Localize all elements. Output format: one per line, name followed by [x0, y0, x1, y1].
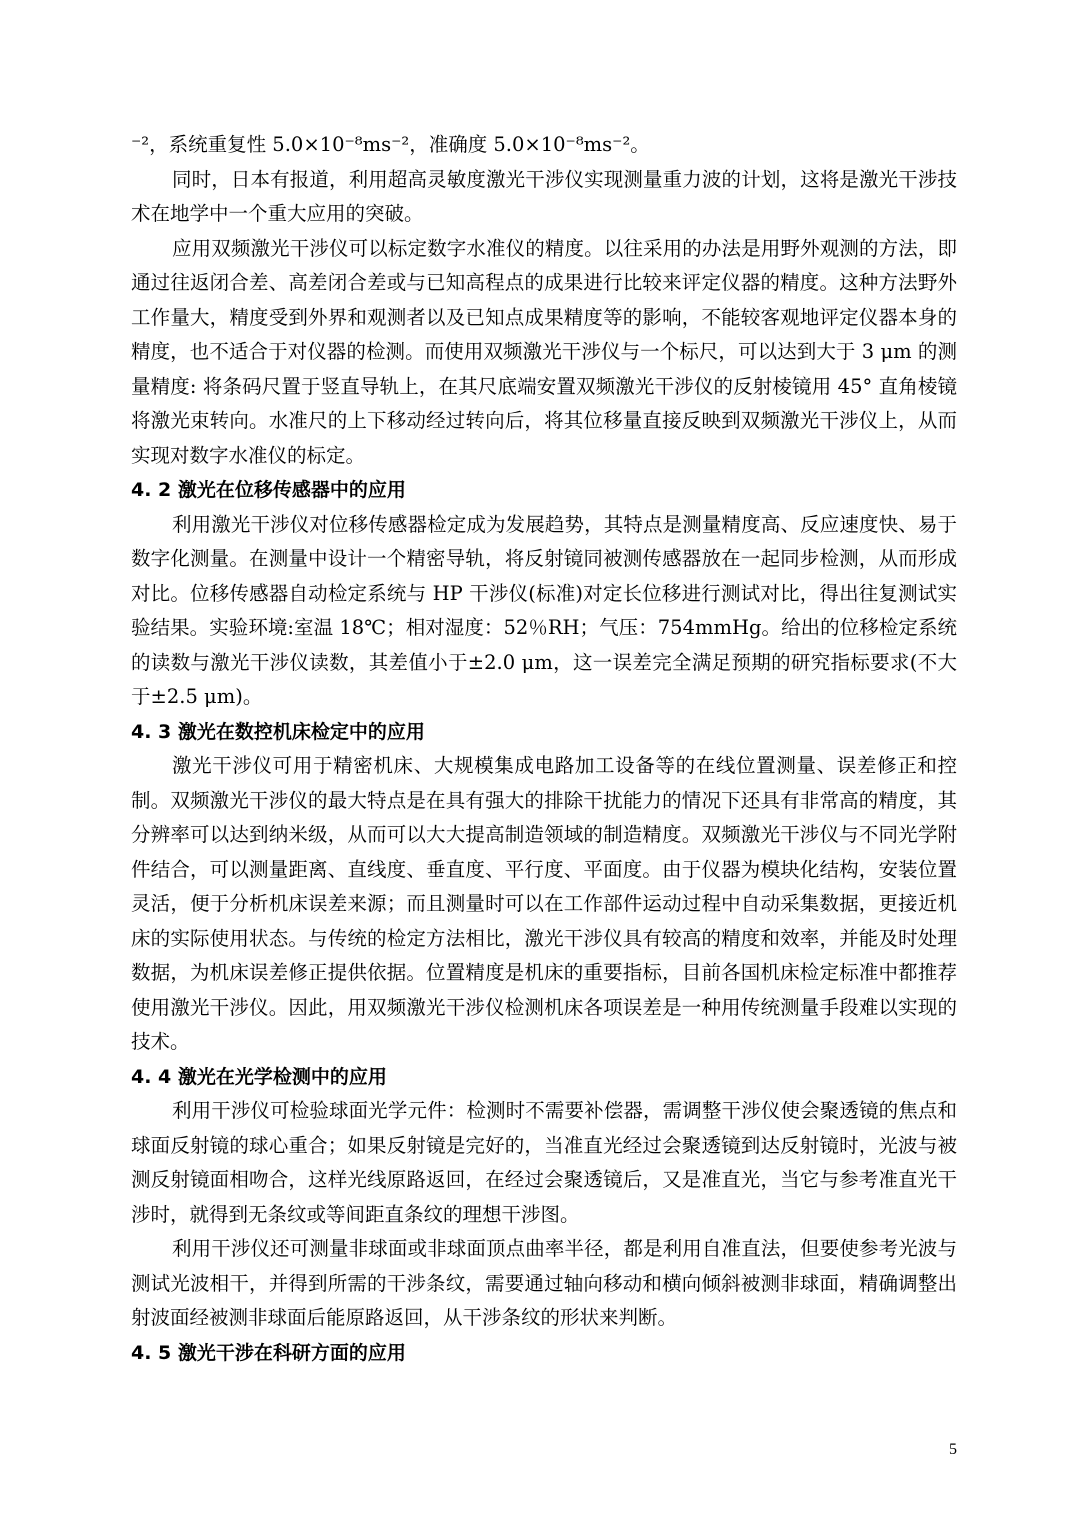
paragraph-displacement-sensor: 利用激光干涉仪对位移传感器检定成为发展趋势，其特点是测量精度高、反应速度快、易于数字化测量。在测量中设计一个精密导轨，将反射镜同被测传感器放在一起同步检测，从而形成对比。位移传感器自动检定系统与 HP 干涉仪(标准)对定长位移进行测试对比，得出往复测试实验结果。实验环境:室温 18℃；相对湿度：52％RH；气压：754mmHg。给出的位移检定系统的读数与激光干涉仪读数，其差值小于±2.0 μm，这一误差完全满足预期的研究指标要求(不大于±2.5 μm)。 — [131, 512, 957, 708]
paragraph-level-calibration: 应用双频激光干涉仪可以标定数字水准仪的精度。以往采用的办法是用野外观测的方法，即通过往返闭合差、高差闭合差或与已知高程点的成果进行比较来评定仪器的精度。这种方法野外工作量大，精度受到外界和观测者以及已知点成果精度等的影响，不能较客观地评定仪器本身的精度，也不适合于对仪器的检测。而使用双频激光干涉仪与一个标尺，可以达到大于 3 μm 的测量精度: 将条码尺置于竖直导轨上，在其尺底端安置双频激光干涉仪的反射棱镜用 45° 直角棱镜将激光束转向。水准尺的上下移动经过转向后，将其位移量直接反映到双频激光干涉仪上，从而实现对数字水准仪的标定。 — [131, 236, 957, 467]
paragraph-cnc-machine: 激光干涉仪可用于精密机床、大规模集成电路加工设备等的在线位置测量、误差修正和控制。双频激光干涉仪的最大特点是在具有强大的排除干扰能力的情况下还具有非常高的精度，其分辨率可以达到纳米级，从而可以大大提高制造领域的制造精度。双频激光干涉仪与不同光学附件结合，可以测量距离、直线度、垂直度、平行度、平面度。由于仪器为模块化结构，安装位置灵活，便于分析机床误差来源；而且测量时可以在工作部件运动过程中自动采集数据，更接近机床的实际使用状态。与传统的检定方法相比，激光干涉仪具有较高的精度和效率，并能及时处理数据，为机床误差修正提供依据。位置精度是机床的重要指标，目前各国机床检定标准中都推荐使用激光干涉仪。因此，用双频激光干涉仪检测机床各项误差是一种用传统测量手段难以实现的技术。 — [131, 754, 957, 1053]
section-heading-4-2: 4. 2 激光在位移传感器中的应用 — [131, 479, 406, 501]
section-heading-4-5: 4. 5 激光干涉在科研方面的应用 — [131, 1341, 406, 1364]
paragraph-gravity-wave: 同时，日本有报道，利用超高灵敏度激光干涉仪实现测量重力波的计划，这将是激光干涉技术在地学中一个重大应用的突破。 — [131, 167, 957, 225]
section-heading-4-4: 4. 4 激光在光学检测中的应用 — [131, 1065, 387, 1088]
section-heading-4-3: 4. 3 激光在数控机床检定中的应用 — [131, 720, 425, 743]
paragraph-continuation: ⁻²，系统重复性 5.0×10⁻⁸ms⁻²，准确度 5.0×10⁻⁸ms⁻²。 — [131, 133, 650, 156]
paragraph-spherical-optics: 利用干涉仪可检验球面光学元件：检测时不需要补偿器，需调整干涉仪使会聚透镜的焦点和球面反射镜的球心重合；如果反射镜是完好的，当准直光经过会聚透镜到达反射镜时，光波与被测反射镜面相吻合，这样光线原路返回，在经过会聚透镜后，又是准直光，当它与参考准直光干涉时，就得到无条纹或等间距直条纹的理想干涉图。 — [131, 1099, 957, 1226]
document-body — [131, 128, 957, 1370]
paragraph-aspheric-surface: 利用干涉仪还可测量非球面或非球面顶点曲率半径，都是利用自准直法，但要使参考光波与测试光波相干，并得到所需的干涉条纹，需要通过轴向移动和横向倾斜被测非球面，精确调整出射波面经被测非球面后能原路返回，从干涉条纹的形状来判断。 — [131, 1237, 957, 1329]
page-number: 5 — [949, 1441, 957, 1458]
